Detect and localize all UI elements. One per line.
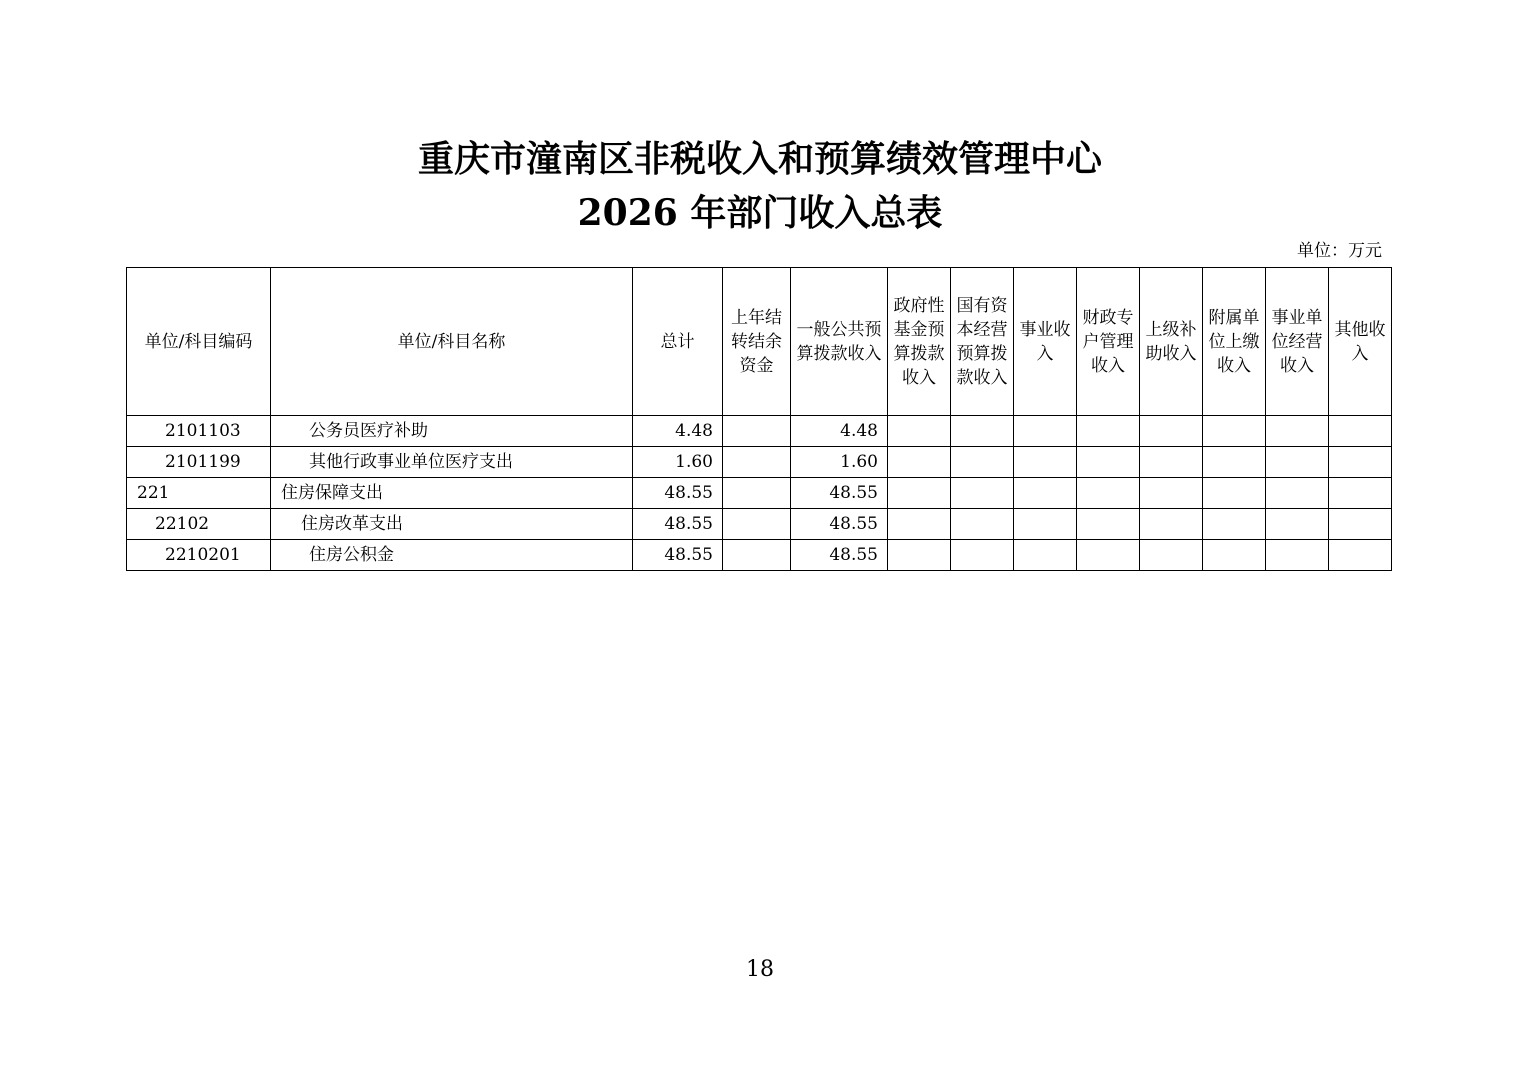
row-carryover	[723, 540, 791, 571]
row-name: 住房保障支出	[271, 478, 633, 509]
row-carryover	[723, 509, 791, 540]
income-summary-table	[126, 267, 1392, 571]
row-carryover	[723, 447, 791, 478]
row-total: 48.55	[633, 509, 723, 540]
row-code: 2101199	[127, 447, 271, 478]
table-row	[127, 478, 1392, 509]
header-other-income: 其他收入	[1329, 268, 1392, 416]
row-total: 48.55	[633, 478, 723, 509]
row-carryover	[723, 478, 791, 509]
document-title-line1: 重庆市潼南区非税收入和预算绩效管理中心	[417, 138, 1102, 180]
header-total: 总计	[633, 268, 723, 416]
header-general-budget: 一般公共预算拨款收入	[791, 268, 888, 416]
header-state-capital: 国有资本经营预算拨款收入	[951, 268, 1014, 416]
header-code: 单位/科目编码	[127, 268, 271, 416]
table-row	[127, 509, 1392, 540]
header-unit-operating: 事业单位经营收入	[1266, 268, 1329, 416]
table-row	[127, 540, 1392, 571]
row-total: 1.60	[633, 447, 723, 478]
row-name: 住房公积金	[271, 540, 633, 571]
unit-label: 单位：万元	[1297, 241, 1382, 261]
table-row	[127, 447, 1392, 478]
document-title-line2: 2026 年部门收入总表	[577, 192, 943, 234]
header-business-income: 事业收入	[1014, 268, 1077, 416]
row-code: 2210201	[127, 540, 271, 571]
row-code: 2101103	[127, 416, 271, 447]
row-name: 公务员医疗补助	[271, 416, 633, 447]
row-general-budget: 4.48	[791, 416, 888, 447]
row-general-budget: 1.60	[791, 447, 888, 478]
header-fiscal-account: 财政专户管理收入	[1077, 268, 1140, 416]
page-number: 18	[746, 957, 774, 982]
row-code: 22102	[127, 509, 271, 540]
header-gov-fund: 政府性基金预算拨款收入	[888, 268, 951, 416]
row-general-budget: 48.55	[791, 478, 888, 509]
table-row	[127, 416, 1392, 447]
table-header-row	[127, 268, 1392, 416]
row-name: 其他行政事业单位医疗支出	[271, 447, 633, 478]
header-superior-subsidy: 上级补助收入	[1140, 268, 1203, 416]
row-name: 住房改革支出	[271, 509, 633, 540]
row-carryover	[723, 416, 791, 447]
row-total: 4.48	[633, 416, 723, 447]
header-affiliate-remit: 附属单位上缴收入	[1203, 268, 1266, 416]
header-carryover: 上年结转结余资金	[723, 268, 791, 416]
header-name: 单位/科目名称	[271, 268, 633, 416]
row-total: 48.55	[633, 540, 723, 571]
row-general-budget: 48.55	[791, 509, 888, 540]
row-general-budget: 48.55	[791, 540, 888, 571]
row-code: 221	[127, 478, 271, 509]
